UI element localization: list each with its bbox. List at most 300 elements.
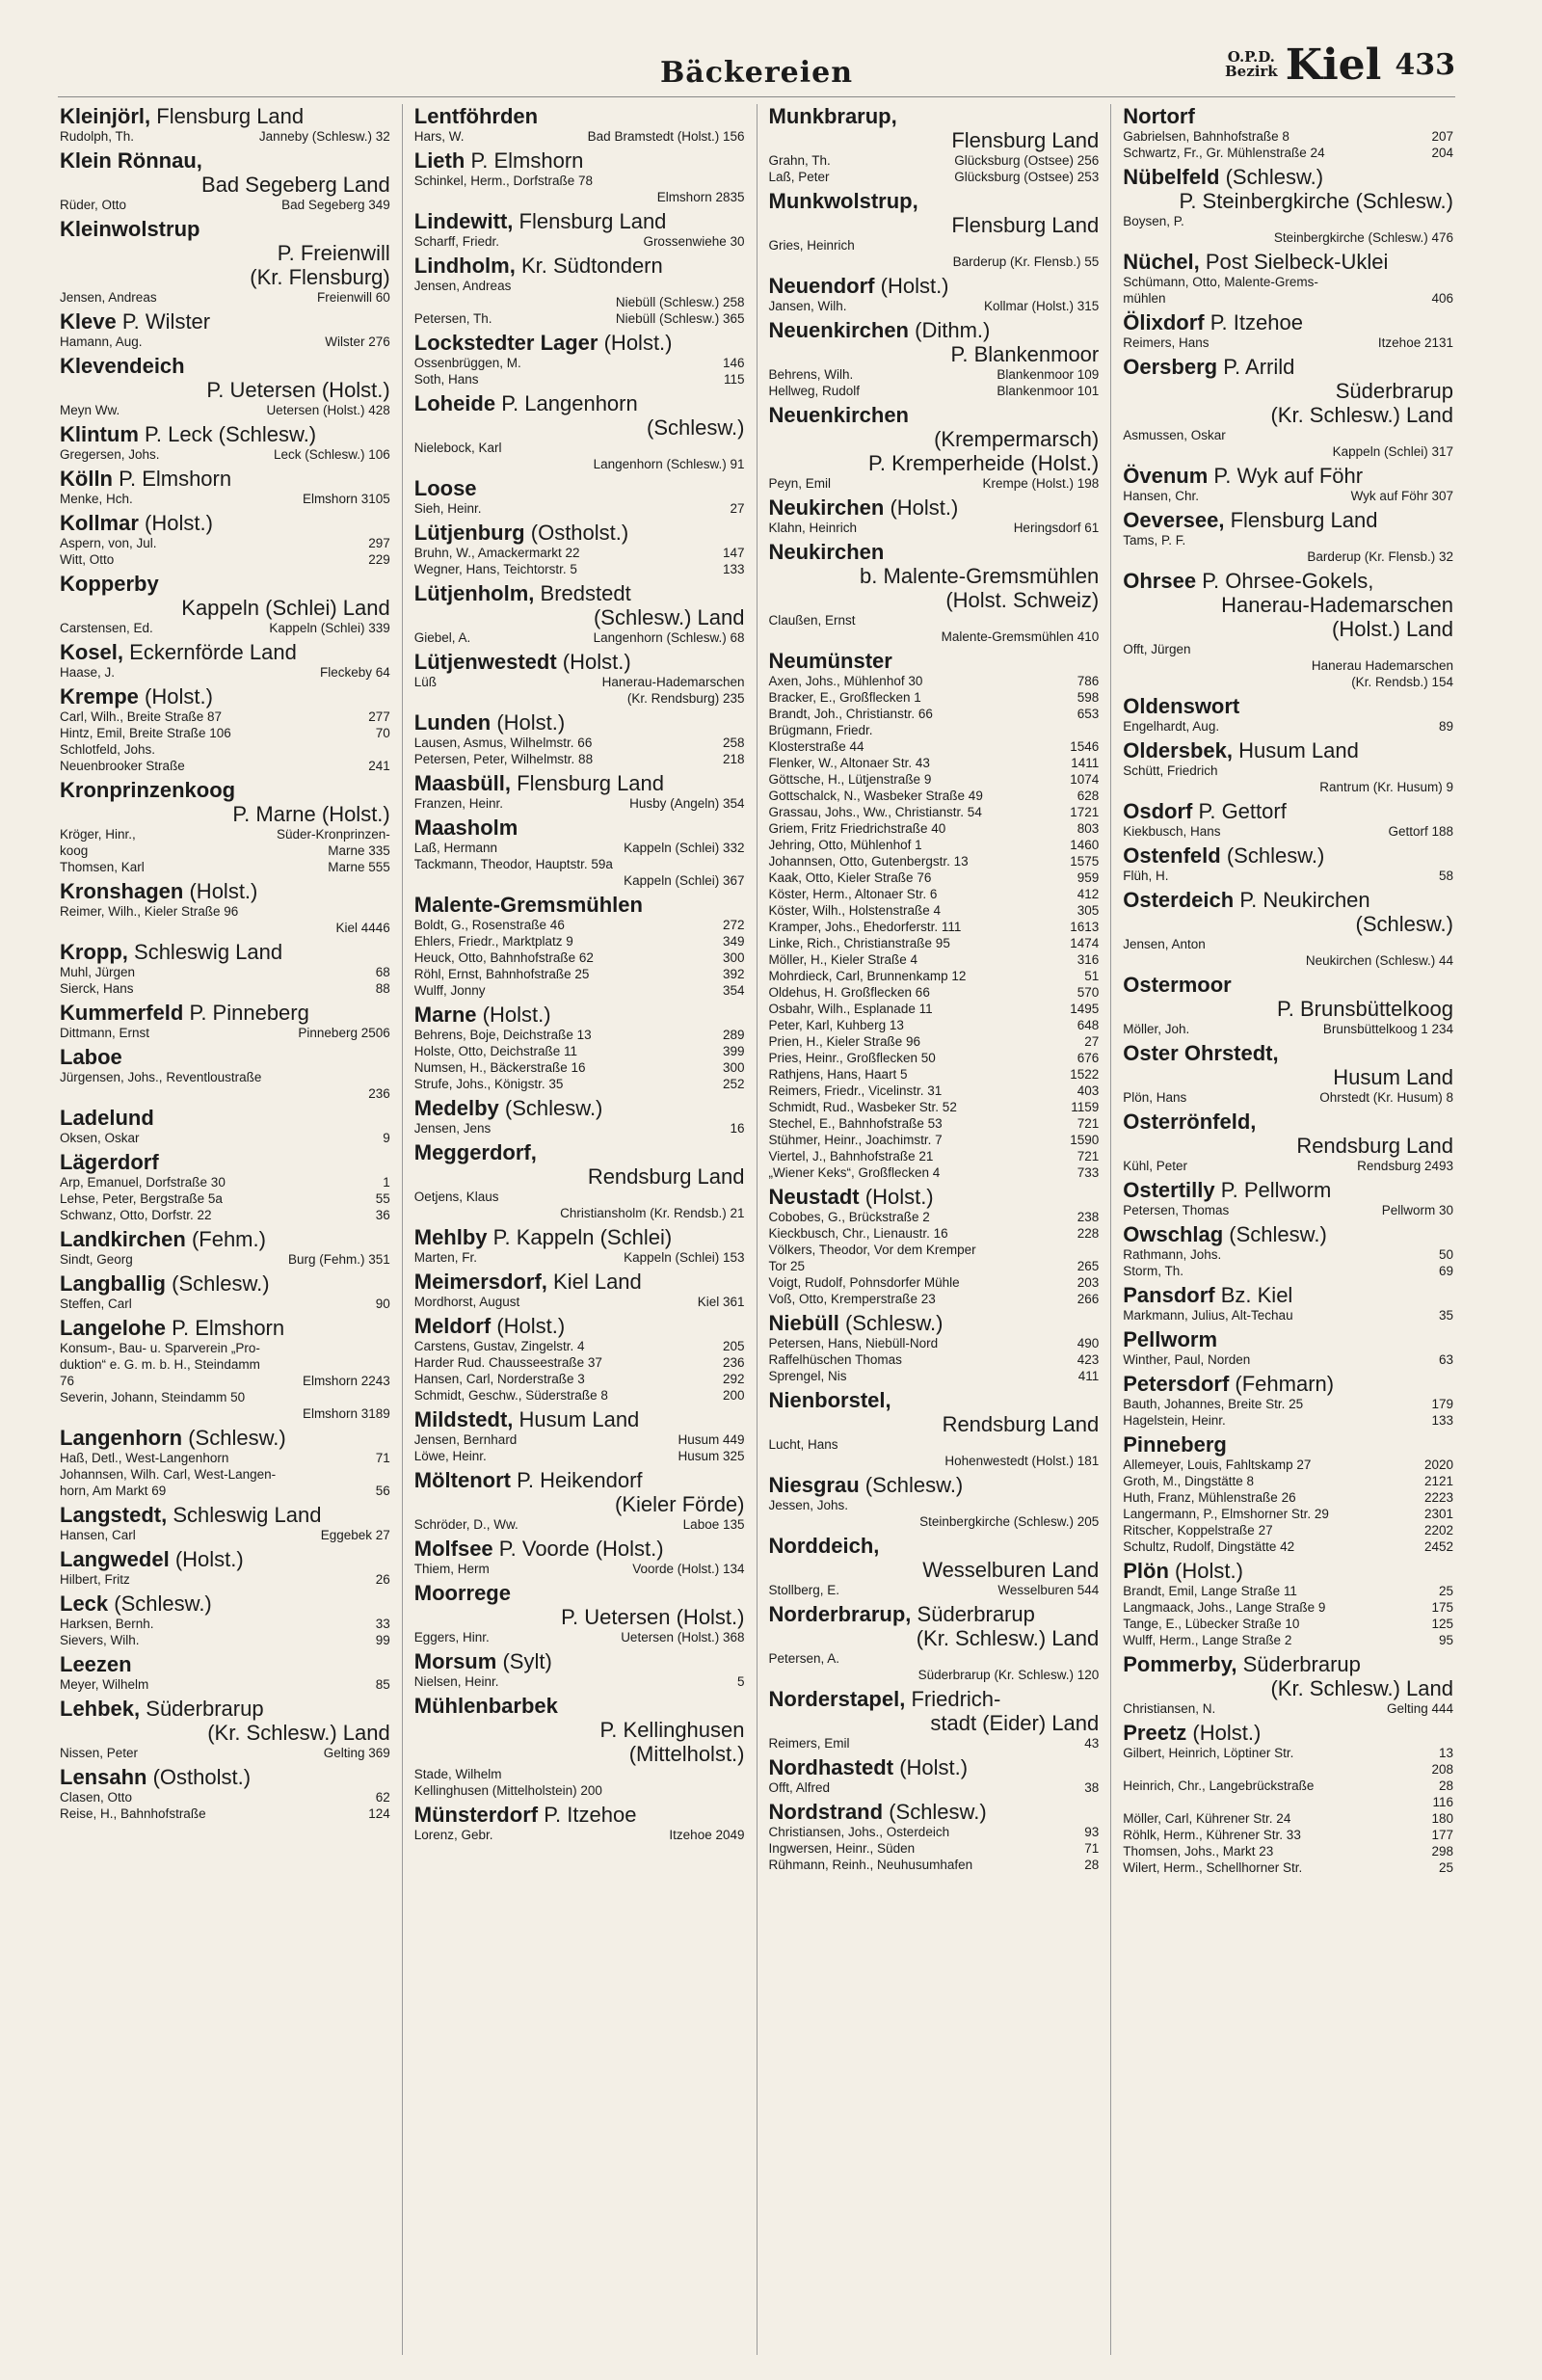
opd-bottom: Bezirk: [1224, 63, 1278, 80]
bakery-phone: 721: [1077, 1116, 1100, 1131]
bakery-listing: [769, 869, 1100, 886]
bakery-name: Osbahr, Wilh., Esplanade 11: [768, 1002, 933, 1016]
directory-entry: [1123, 1178, 1453, 1218]
bakery-name: Löwe, Heinr.: [413, 1449, 487, 1463]
bakery-name: Stühmer, Heinr., Joachimstr. 7: [768, 1133, 943, 1147]
place-heading: [414, 1537, 745, 1561]
bakery-listing: [414, 310, 745, 327]
bakery-listing: [769, 383, 1100, 399]
bakery-name: Schinkel, Herm., Dorfstraße 78: [413, 174, 594, 188]
directory-entry: [769, 1755, 1100, 1796]
bakery-listing: [414, 1629, 745, 1645]
bakery-name: Hansen, Carl, Norderstraße 3: [413, 1372, 585, 1386]
bakery-name: Franzen, Heinr.: [413, 796, 504, 811]
bakery-listing: [414, 1782, 745, 1799]
place-heading: [1123, 1559, 1453, 1583]
bakery-listing: [1123, 952, 1453, 969]
bakery-listing: [769, 475, 1100, 492]
bakery-listing: [1123, 1794, 1453, 1810]
place-name: Maasholm: [413, 816, 518, 840]
bakery-listing: [769, 254, 1100, 270]
place-heading: [1123, 1652, 1453, 1700]
bakery-listing: [769, 1164, 1100, 1181]
bakery-listing: [60, 1085, 390, 1102]
postal-info-line: Rendsburg Land: [942, 1412, 1100, 1436]
place-heading: [414, 1803, 745, 1827]
bakery-listing: [769, 886, 1100, 902]
postal-info: (Holst.): [890, 495, 959, 520]
bakery-listing: [414, 735, 745, 751]
bakery-name: Köster, Wilh., Holstenstraße 4: [768, 903, 942, 918]
bakery-name: Gries, Heinrich: [768, 238, 855, 253]
bakery-listing: [414, 872, 745, 889]
bakery-listing: [414, 1205, 745, 1221]
directory-entry: [1123, 694, 1453, 735]
bakery-phone: 570: [1077, 985, 1100, 1000]
postal-info-line: Husum Land: [1333, 1065, 1453, 1089]
place-name: Osterrönfeld,: [1123, 1110, 1257, 1134]
directory-entry: [769, 495, 1100, 536]
bakery-listing: [60, 551, 390, 568]
bakery-phone: 90: [375, 1297, 390, 1311]
place-name: Kropp,: [60, 940, 128, 964]
bakery-phone: 229: [368, 552, 390, 567]
postal-info: Bz. Kiel: [1220, 1283, 1293, 1307]
bakery-name: Reimers, Emil: [768, 1736, 850, 1751]
directory-entry: [1123, 464, 1453, 504]
bakery-name: Möller, H., Kieler Straße 4: [768, 952, 918, 967]
bakery-name: Schlotfeld, Johs.: [60, 742, 156, 757]
bakery-name: Gabrielsen, Bahnhofstraße 8: [1123, 129, 1289, 144]
place-heading: [769, 540, 1100, 612]
place-heading: [414, 893, 745, 917]
place-name: Kronprinzenkoog: [60, 778, 236, 802]
bakery-listing: [769, 853, 1100, 869]
place-name: Lütjenholm,: [413, 581, 535, 605]
bakery-name: Jensen, Bernhard: [413, 1432, 518, 1447]
bakery-phone: 133: [722, 562, 745, 576]
bakery-listing: [1123, 213, 1453, 229]
bakery-name: Huth, Franz, Mühlenstraße 26: [1123, 1490, 1296, 1505]
bakery-phone: Itzehoe 2131: [1377, 335, 1453, 350]
postal-info-line: (Kr. Schlesw.) Land: [1270, 403, 1453, 427]
bakery-phone: Ohrstedt (Kr. Husum) 8: [1319, 1090, 1453, 1105]
place-name: Lütjenwestedt: [413, 650, 557, 674]
bakery-listing: [60, 709, 390, 725]
place-name: Kummerfeld: [60, 1001, 184, 1025]
bakery-name: Röhl, Ernst, Bahnhofstraße 25: [413, 967, 590, 981]
bakery-name: Hansen, Chr.: [1123, 489, 1200, 503]
place-heading: [60, 1652, 390, 1676]
bakery-name: Laß, Peter: [768, 170, 830, 184]
bakery-phone: Wilster 276: [325, 334, 390, 349]
bakery-name: „Wiener Keks“, Großflecken 4: [768, 1165, 941, 1180]
bakery-listing: [60, 1130, 390, 1146]
bakery-phone: 653: [1077, 707, 1100, 721]
bakery-name: Prien, H., Kieler Straße 96: [768, 1034, 921, 1049]
bakery-name: Wulff, Jonny: [413, 983, 486, 998]
postal-info: Post Sielbeck-Uklei: [1205, 250, 1389, 274]
place-heading: [1123, 310, 1453, 334]
bakery-name: Oldehus, H. Großflecken 66: [768, 985, 930, 1000]
bakery-name: Hansen, Carl: [60, 1528, 136, 1542]
postal-info: Flensburg Land: [518, 209, 667, 233]
bakery-phone: 277: [368, 709, 390, 724]
bakery-phone: 68: [375, 965, 390, 979]
directory-entry: [1123, 1283, 1453, 1324]
directory-entry: [1123, 1652, 1453, 1717]
bakery-listing: [1123, 1538, 1453, 1555]
bakery-listing: [414, 294, 745, 310]
bakery-listing: [1123, 334, 1453, 351]
bakery-listing: [414, 1249, 745, 1266]
directory-entry: [769, 1602, 1100, 1683]
postal-info: Kiel Land: [553, 1270, 642, 1294]
bakery-listing: [60, 826, 390, 842]
bakery-name: Sieh, Heinr.: [413, 501, 482, 516]
bakery-listing: [769, 1132, 1100, 1148]
bakery-listing: [60, 842, 390, 859]
place-name: Langwedel: [60, 1547, 170, 1571]
place-heading: [414, 1003, 745, 1027]
bakery-phone: 85: [375, 1677, 390, 1692]
place-heading: [60, 511, 390, 535]
place-heading: [414, 331, 745, 355]
directory-entry: [60, 148, 390, 213]
place-name: Oldersbek,: [1123, 738, 1233, 762]
bakery-phone: 1159: [1071, 1100, 1100, 1114]
bakery-name: Schultz, Rudolf, Dingstätte 42: [1123, 1539, 1295, 1554]
bakery-name: Storm, Th.: [1123, 1264, 1184, 1278]
bakery-name: Axen, Johs., Mühlenhof 30: [768, 674, 923, 688]
bakery-phone: Uetersen (Holst.) 368: [621, 1630, 745, 1645]
bakery-name: Christiansen, Johs., Osterdeich: [768, 1825, 950, 1839]
postal-info-line: (Kr. Schlesw.) Land: [916, 1626, 1100, 1650]
bakery-listing: [1123, 1700, 1453, 1717]
bakery-phone: 95: [1438, 1633, 1453, 1647]
directory-entry: [60, 1503, 390, 1543]
bakery-phone: Marne 555: [328, 860, 390, 874]
postal-info-line: (Kr. Schlesw.) Land: [1270, 1676, 1453, 1700]
bakery-name: Hellweg, Rudolf: [768, 384, 861, 398]
bakery-phone: Itzehoe 2049: [669, 1828, 745, 1842]
bakery-phone: 1546: [1070, 739, 1100, 754]
bakery-listing: [769, 1351, 1100, 1368]
bakery-listing: [60, 758, 390, 774]
postal-info-line: P. Uetersen (Holst.): [206, 378, 390, 402]
postal-info-line: P. Steinbergkirche (Schlesw.): [1179, 189, 1453, 213]
place-heading: [60, 1503, 390, 1527]
bakery-name: Ritscher, Koppelstraße 27: [1123, 1523, 1273, 1538]
directory-entry: [60, 309, 390, 350]
bakery-listing: [414, 278, 745, 294]
place-heading: [1123, 569, 1453, 641]
place-name: Mühlenbarbek: [413, 1694, 558, 1718]
postal-info-line: (Holst. Schweiz): [945, 588, 1100, 612]
place-name: Nordhastedt: [768, 1755, 894, 1779]
place-name: Münsterdorf: [413, 1803, 539, 1827]
bakery-name: Völkers, Theodor, Vor dem Kremper: [768, 1243, 976, 1257]
postal-info: (Sylt): [502, 1649, 552, 1673]
bakery-name: Wegner, Hans, Teichtorstr. 5: [413, 562, 577, 576]
bakery-listing: [769, 1017, 1100, 1033]
bakery-listing: [1123, 1021, 1453, 1037]
bakery-name: Meyn Ww.: [60, 403, 120, 417]
bakery-listing: [414, 189, 745, 205]
postal-info: P. Voorde (Holst.): [498, 1537, 664, 1561]
postal-info: P. Gettorf: [1198, 799, 1287, 823]
bakery-name: Köster, Herm., Altonaer Str. 6: [768, 887, 938, 901]
bakery-listing: [1123, 1158, 1453, 1174]
place-name: Klevendeich: [60, 354, 185, 378]
bakery-listing: [1123, 1506, 1453, 1522]
bakery-listing: [60, 903, 390, 920]
place-name: Lockstedter Lager: [413, 331, 598, 355]
bakery-phone: Elmshorn 2835: [656, 190, 745, 204]
postal-info-line: (Mittelholst.): [628, 1742, 745, 1766]
bakery-phone: Heringsdorf 61: [1013, 521, 1100, 535]
bakery-phone: 28: [1438, 1778, 1453, 1793]
directory-entry: [60, 422, 390, 463]
bakery-phone: 125: [1431, 1617, 1453, 1631]
bakery-phone: 236: [722, 1355, 745, 1370]
bakery-phone: Niebüll (Schlesw.) 258: [615, 295, 745, 309]
bakery-listing: [769, 738, 1100, 755]
postal-info: (Holst.): [482, 1003, 551, 1027]
postal-info: (Holst.): [1192, 1721, 1262, 1745]
bakery-listing: [414, 1189, 745, 1205]
directory-entry: [414, 1407, 745, 1464]
bakery-listing: [60, 1616, 390, 1632]
bakery-phone: 71: [375, 1451, 390, 1465]
directory-entry: [1123, 738, 1453, 795]
postal-info: (Holst.): [1175, 1559, 1243, 1583]
bakery-listing: [769, 1258, 1100, 1274]
bakery-phone: 1074: [1070, 772, 1100, 787]
district-name: Kiel: [1285, 40, 1382, 90]
bakery-phone: 2452: [1423, 1539, 1453, 1554]
bakery-phone: 1522: [1070, 1067, 1100, 1082]
bakery-name: Langermann, P., Elmshorner Str. 29: [1123, 1507, 1329, 1521]
place-name: Loheide: [413, 391, 496, 415]
bakery-name: Hilbert, Fritz: [60, 1572, 130, 1587]
bakery-phone: 721: [1077, 1149, 1100, 1163]
bakery-phone: 349: [722, 934, 745, 949]
postal-info: (Schlesw.): [1225, 165, 1324, 189]
place-heading: [414, 816, 745, 840]
place-name: Mehlby: [413, 1225, 488, 1249]
bakery-name: Viertel, J., Bahnhofstraße 21: [768, 1149, 934, 1163]
postal-info: P. Neukirchen: [1239, 888, 1370, 912]
place-heading: [60, 148, 390, 197]
bakery-name: Kramper, Johs., Ehedorferstr. 111: [768, 920, 962, 934]
postal-info: (Holst.): [189, 879, 258, 903]
postal-info: Friedrich-: [911, 1687, 1001, 1711]
directory-entry: [60, 467, 390, 507]
bakery-listing: [1123, 1307, 1453, 1324]
bakery-listing: [1123, 1859, 1453, 1876]
bakery-phone: Leck (Schlesw.) 106: [273, 447, 390, 462]
directory-entry: [60, 684, 390, 774]
bakery-listing: [60, 1466, 390, 1483]
bakery-name: Petersen, Peter, Wilhelmstr. 88: [413, 752, 594, 766]
postal-info-line: (Schlesw.): [647, 415, 745, 440]
bakery-listing: [414, 966, 745, 982]
postal-info: P. Leck (Schlesw.): [145, 422, 317, 446]
bakery-listing: [769, 1840, 1100, 1857]
bakery-name: Schümann, Otto, Malente-Grems-: [1123, 275, 1318, 289]
bakery-listing: [414, 856, 745, 872]
place-heading: [414, 1468, 745, 1516]
place-heading: [1123, 888, 1453, 936]
bakery-phone: 116: [1432, 1795, 1453, 1809]
place-name: Lunden: [413, 710, 492, 735]
directory-entry: [769, 1185, 1100, 1307]
bakery-listing: [414, 1673, 745, 1690]
directory-entry: [1123, 799, 1453, 840]
bakery-listing: [769, 237, 1100, 254]
bakery-name: Brandt, Emil, Lange Straße 11: [1123, 1584, 1297, 1598]
bakery-listing: [414, 233, 745, 250]
directory-entry: [1123, 1721, 1453, 1876]
place-heading: [414, 1225, 745, 1249]
bakery-name: Grahn, Th.: [768, 153, 831, 168]
bakery-name: Peyn, Emil: [768, 476, 832, 491]
place-heading: [769, 1800, 1100, 1824]
place-name: Neuendorf: [768, 274, 875, 298]
bakery-listing: [414, 629, 745, 646]
directory-entry: [60, 511, 390, 568]
postal-info: (Schlesw.): [844, 1311, 944, 1335]
bakery-listing: [769, 968, 1100, 984]
bakery-phone: 35: [1438, 1308, 1453, 1323]
place-heading: [414, 1270, 745, 1294]
bakery-name: Möller, Joh.: [1123, 1022, 1190, 1036]
bakery-name: Markmann, Julius, Alt-Techau: [1123, 1308, 1293, 1323]
place-heading: [60, 1697, 390, 1745]
bakery-phone: Barderup (Kr. Flensb.) 55: [952, 254, 1100, 269]
place-name: Övenum: [1123, 464, 1209, 488]
directory-entry: [1123, 355, 1453, 460]
bakery-phone: 62: [375, 1790, 390, 1805]
bakery-listing: [60, 1805, 390, 1822]
bakery-phone: Blankenmoor 109: [997, 367, 1100, 382]
postal-info-line: (Schlesw.): [1355, 912, 1453, 936]
postal-info: Bredstedt: [540, 581, 631, 605]
bakery-phone: Kollmar (Holst.) 315: [983, 299, 1100, 313]
postal-info-line: Flensburg Land: [951, 128, 1100, 152]
bakery-phone: 207: [1431, 129, 1453, 144]
place-heading: [1123, 250, 1453, 274]
directory-entry: [414, 581, 745, 646]
bakery-listing: [1123, 1778, 1453, 1794]
bakery-name: Heuck, Otto, Bahnhofstraße 62: [413, 950, 594, 965]
bakery-name: Jehring, Otto, Mühlenhof 1: [768, 838, 922, 852]
bakery-name: Voß, Otto, Kremperstraße 23: [768, 1292, 936, 1306]
column-2: [403, 104, 758, 2355]
bakery-phone: Barderup (Kr. Flensb.) 32: [1307, 549, 1453, 564]
place-name: Neukirchen: [768, 540, 885, 564]
bakery-listing: [769, 1667, 1100, 1683]
bakery-name: Heinrich, Chr., Langebrückstraße: [1123, 1778, 1315, 1793]
place-heading: [414, 710, 745, 735]
place-name: Neumünster: [768, 649, 892, 673]
bakery-phone: 292: [722, 1372, 745, 1386]
bakery-name: Petersen, Hans, Niebüll-Nord: [768, 1336, 939, 1350]
place-heading: [769, 403, 1100, 475]
bakery-phone: 598: [1077, 690, 1100, 705]
bakery-phone: Laboe 135: [682, 1517, 745, 1532]
place-heading: [60, 1547, 390, 1571]
bakery-listing: [769, 1209, 1100, 1225]
bakery-phone: 58: [1438, 869, 1453, 883]
bakery-phone: 51: [1084, 969, 1100, 983]
place-heading: [769, 1534, 1100, 1582]
bakery-listing: [60, 859, 390, 875]
place-name: Neuenkirchen: [768, 403, 909, 427]
bakery-phone: 16: [730, 1121, 745, 1136]
bakery-listing: [60, 1745, 390, 1761]
bakery-name: Thomsen, Johs., Markt 23: [1123, 1844, 1274, 1859]
bakery-name: Bracker, E., Großflecken 1: [768, 690, 921, 705]
place-heading: [60, 684, 390, 709]
bakery-listing: [60, 1207, 390, 1223]
postal-info: Süderbrarup: [917, 1602, 1035, 1626]
bakery-listing: [1123, 145, 1453, 161]
postal-info: P. Elmshorn: [470, 148, 584, 173]
bakery-phone: 28: [1084, 1858, 1100, 1872]
bakery-listing: [1123, 674, 1453, 690]
bakery-name: Allemeyer, Louis, Fahltskamp 27: [1123, 1457, 1312, 1472]
place-heading: [1123, 973, 1453, 1021]
directory-entry: [769, 274, 1100, 314]
bakery-name: Reimer, Wilh., Kieler Straße 96: [60, 904, 239, 919]
bakery-name: Aspern, von, Jul.: [60, 536, 157, 550]
bakery-listing: [769, 1050, 1100, 1066]
bakery-name: Strufe, Johs., Königstr. 35: [413, 1077, 564, 1091]
bakery-name: Haase, J.: [60, 665, 116, 680]
bakery-name: Jansen, Wilh.: [768, 299, 847, 313]
bakery-listing: [414, 1431, 745, 1448]
directory-entry: [414, 476, 745, 517]
bakery-phone: Kappeln (Schlei) 153: [624, 1250, 745, 1265]
postal-info: (Holst.): [145, 511, 213, 535]
place-name: Loose: [413, 476, 477, 500]
bakery-listing: [60, 1405, 390, 1422]
bakery-listing: [1123, 1396, 1453, 1412]
directory-entry: [60, 1547, 390, 1588]
bakery-phone: Rantrum (Kr. Husum) 9: [1319, 780, 1453, 794]
postal-info: P. Elmshorn: [119, 467, 232, 491]
postal-info: (Schlesw.): [172, 1271, 270, 1296]
bakery-phone: 297: [368, 536, 390, 550]
bakery-listing: [60, 1356, 390, 1373]
bakery-listing: [1123, 290, 1453, 307]
place-heading: [60, 217, 390, 289]
place-heading: [414, 391, 745, 440]
page-number: 433: [1395, 48, 1455, 82]
bakery-name: Witt, Otto: [60, 552, 115, 567]
bakery-listing: [769, 152, 1100, 169]
directory-entry: [414, 1225, 745, 1266]
bakery-listing: [60, 1174, 390, 1190]
bakery-listing: [769, 612, 1100, 628]
bakery-listing: [769, 804, 1100, 820]
place-name: Leck: [60, 1591, 109, 1616]
bakery-listing: [414, 545, 745, 561]
postal-info: Husum Land: [1238, 738, 1359, 762]
directory-entry: [414, 1096, 745, 1137]
